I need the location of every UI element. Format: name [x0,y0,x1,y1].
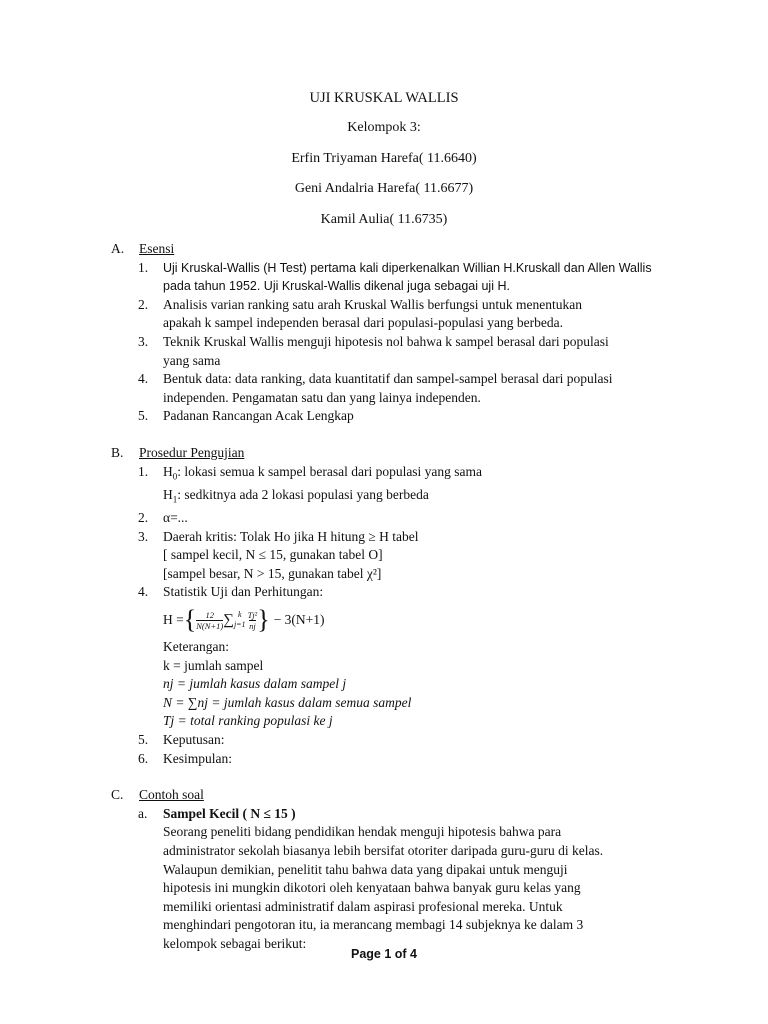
item-text: Keputusan: [163,732,225,748]
item-text: Daerah kritis: Tolak Ho jika H hitung ≥ H tabel [163,528,419,544]
item-text: [sampel besar, N > 15, gunakan tabel χ²] [163,565,382,581]
subsection-sampel-kecil [111,805,676,954]
section-letter: C. [111,787,124,803]
keterangan-label: Keterangan: [163,639,229,655]
item-number: 3. [138,528,149,544]
definition-n: N = ∑nj = jumlah kasus dalam semua sampel [163,694,412,710]
list-item [111,407,676,426]
paragraph-line: memiliki orientasi administratif dalam aspirasi profesional mereka. Untuk [163,898,563,914]
section-letter: A. [111,241,125,256]
item-number: a. [138,805,148,821]
page-number: Page 1 of 4 [351,947,417,961]
item-number: 5. [138,732,149,748]
hypothesis-h0: $H_0$: lokasi semua k sampel berasal dari populasi yang sama [163,463,483,482]
item-number: 3. [138,333,149,349]
item-text: apakah k sampel independen berasal dari populasi-populasi yang berbeda. [163,315,563,331]
item-text: pada tahun 1952. Uji Kruskal-Wallis dikenal juga sebagai uji H. [163,279,510,294]
alpha-text: α=... [163,510,188,526]
list-item [111,296,676,333]
section-title: Contoh soal [139,787,204,803]
item-text: Padanan Rancangan Acak Lengkap [163,408,354,424]
paragraph-line: administrator sekolah biasanya lebih bersifat otoriter daripada guru-guru di kelas. [163,843,604,858]
item-number: 4. [138,371,149,387]
item-number: 1. [138,463,149,479]
item-text: independen. Pengamatan satu dan yang lainya independen. [163,389,481,405]
list-item [111,731,676,750]
document-body [111,240,676,972]
definition-k: k = jumlah sampel [163,657,264,673]
member-1: Erfin Triyaman Harefa( 11.6640) [291,151,477,166]
h-statistic-formula: H = { $\frac{12}{N(N+1)}$ ∑ k j=1 $\frac{\text{Tj²}}{nj}$ } − 3(N+1) [163,605,325,635]
section-prosedur [111,444,676,768]
item-number: 5. [138,408,149,424]
paragraph-line: hipotesis ini mungkin dikotori oleh kenyataan bahwa banyak guru kelas yang [163,880,581,896]
item-text: yang sama [163,352,221,368]
list-item [111,259,676,296]
paragraph-line: Seorang peneliti bidang pendidikan hendak menguji hipotesis bahwa para [163,824,562,840]
paragraph-line: Walaupun demikian, penelitit tahu bahwa data yang dipakai untuk menguji [163,861,568,877]
item-text: Uji Kruskal-Wallis (H Test) pertama kali diperkenalkan Willian H.Kruskall dan Allen Wallis [163,260,652,275]
paragraph-line: kelompok sebagai berikut: [163,935,307,951]
section-title: Esensi [139,241,175,256]
item-number: 1. [138,259,149,275]
hypothesis-h1: $H_1$: sedkitnya ada 2 lokasi populasi yang berbeda [163,486,429,505]
item-text: Analisis varian ranking satu arah Kruskal Wallis berfungsi untuk menentukan [163,296,582,312]
item-number: 2. [138,296,149,312]
section-letter: B. [111,444,124,460]
document-title: UJI KRUSKAL WALLIS [309,90,459,106]
item-number: 2. [138,510,149,526]
list-item [111,528,676,584]
item-text: Statistik Uji dan Perhitungan: [163,584,324,600]
list-item [111,750,676,769]
section-heading [111,786,676,805]
paragraph-line: menghindari pengotoran itu, ia merancang membagi 14 subjeknya ke dalam 3 [163,917,584,933]
member-2: Geni Andalria Harefa( 11.6677) [294,181,474,196]
definition-nj: nj = jumlah kasus dalam sampel j [163,676,347,692]
item-text: Teknik Kruskal Wallis menguji hipotesis nol bahwa k sampel berasal dari populasi [163,333,609,349]
item-number: 6. [138,750,149,766]
item-text: Bentuk data: data ranking, data kuantitatif dan sampel-sampel berasal dari populasi [163,371,613,387]
section-esensi [111,240,676,426]
prosedur-list [111,463,676,769]
section-heading [111,444,676,463]
section-contoh-soal [111,786,676,953]
list-item [111,333,676,370]
item-text: Kesimpulan: [163,750,232,766]
definition-tj: Tj = total ranking populasi ke j [163,713,333,729]
list-item [111,463,676,510]
subsection-title: Sampel Kecil ( N ≤ 15 ) [163,805,296,821]
section-title: Prosedur Pengujian [139,444,245,460]
list-item [111,583,676,731]
section-heading [111,240,676,259]
group-label: Kelompok 3: [347,120,421,135]
member-3: Kamil Aulia( 11.6735) [320,212,448,227]
item-text: [ sampel kecil, N ≤ 15, gunakan tabel O] [163,547,383,563]
item-number: 4. [138,584,149,600]
list-item [111,370,676,407]
list-item [111,509,676,528]
esensi-list [111,259,676,426]
